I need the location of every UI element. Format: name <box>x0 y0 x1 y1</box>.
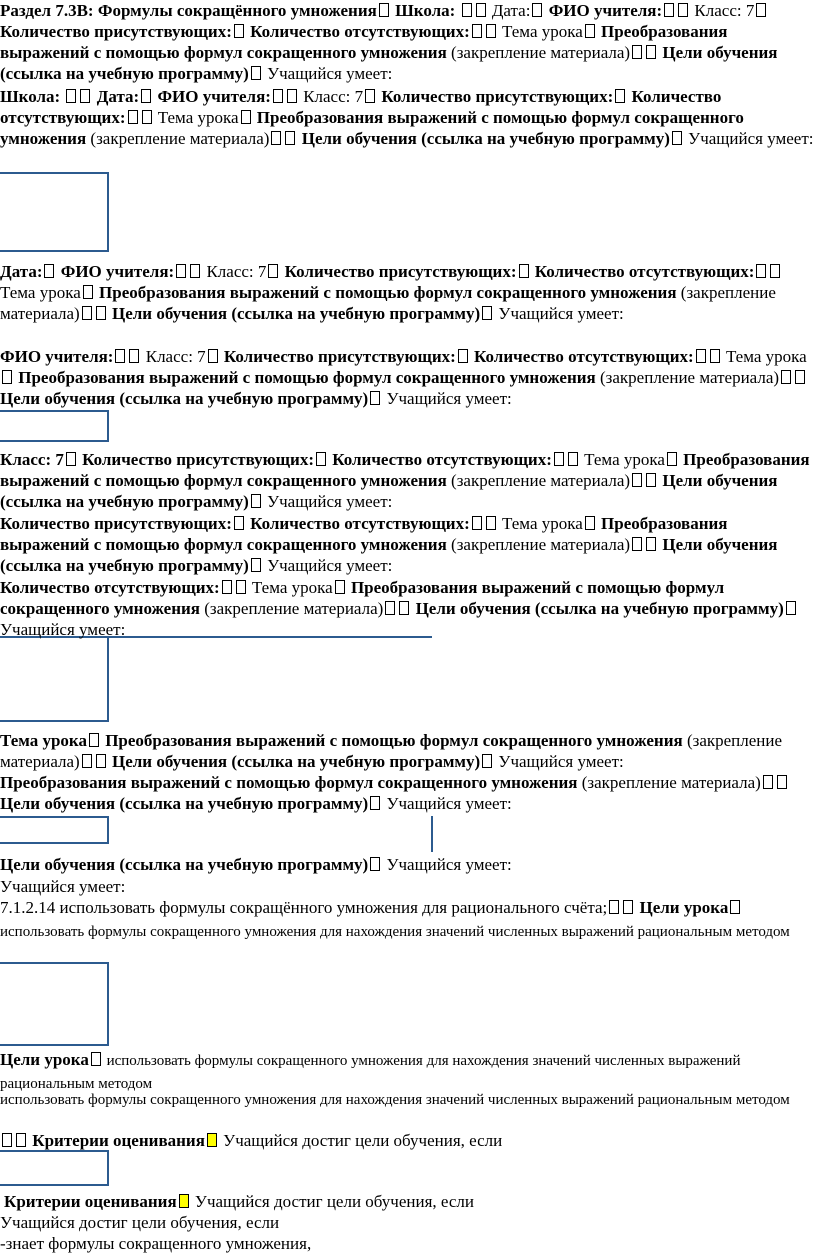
student-can-label: Учащийся умеет: <box>262 64 393 83</box>
paragraph-6 <box>0 513 816 576</box>
table-line <box>0 962 108 964</box>
learning-objective: 7.1.2.14 использовать формулы сокращённого умножения для рационального счёта; <box>0 898 608 917</box>
box-glyph <box>623 900 633 914</box>
box-glyph <box>696 349 706 363</box>
present-label: Количество присутствующих: <box>0 514 232 533</box>
absent-label: Количество отсутствующих: <box>245 514 470 533</box>
box-glyph <box>756 3 766 17</box>
box-glyph <box>222 580 232 594</box>
present-label: Количество присутствующих: <box>377 87 614 106</box>
box-glyph <box>190 264 200 278</box>
box-glyph <box>795 370 805 384</box>
box-glyph <box>96 754 106 768</box>
criteria-label: Критерии оценивания <box>4 1192 177 1211</box>
table-line <box>0 172 108 174</box>
paragraph-13 <box>0 1049 816 1095</box>
highlighted-box-glyph <box>179 1194 189 1208</box>
box-glyph <box>462 3 472 17</box>
class-label: Класс: 7 <box>690 1 755 20</box>
paragraph-8 <box>0 730 816 772</box>
box-glyph <box>234 516 244 530</box>
lesson-goals-label: Цели урока <box>635 898 729 917</box>
criteria-text: Учащийся достиг цели обучения, если <box>0 1213 280 1232</box>
criteria-text: Учащийся достиг цели обучения, если <box>218 1131 503 1150</box>
learning-goals-label: Цели обучения (ссылка на учебную программу) <box>0 855 369 874</box>
box-glyph <box>80 89 90 103</box>
lesson-topic-label: Тема урока <box>721 347 807 366</box>
lesson-topic: Преобразования выражений с помощью формул сокращенного умножения <box>0 578 725 618</box>
paragraph-1 <box>0 0 816 84</box>
box-glyph <box>482 306 492 320</box>
learning-goals-label: Цели обучения (ссылка на учебную программу) <box>0 389 369 408</box>
student-can-label: Учащийся умеет: <box>0 877 126 896</box>
box-glyph <box>91 1052 101 1066</box>
box-glyph <box>585 516 595 530</box>
class-label: Класс: 7 <box>0 450 64 469</box>
criteria-item: -знает формулы сокращенного умножения, <box>0 1234 312 1253</box>
box-glyph <box>730 900 740 914</box>
section-title: Раздел 7.3В: Формулы сокращённого умножения <box>0 1 377 20</box>
lesson-goals-text: использовать формулы сокращенного умножения для нахождения значений численных выражений рациональным методом <box>0 1092 790 1108</box>
box-glyph <box>472 24 482 38</box>
present-label: Количество присутствующих: <box>77 450 314 469</box>
lesson-topic-label: Тема урока <box>247 578 333 597</box>
paragraph-3 <box>0 261 816 324</box>
box-glyph <box>370 391 380 405</box>
box-glyph <box>251 494 261 508</box>
date-label: Дата: <box>0 262 43 281</box>
paragraph-18 <box>0 1233 816 1254</box>
paragraph-7 <box>0 577 816 640</box>
box-glyph <box>777 775 787 789</box>
box-glyph <box>271 131 281 145</box>
present-label: Количество присутствующих: <box>219 347 456 366</box>
paragraph-5 <box>0 449 816 512</box>
lesson-topic-note: (закрепление материала) <box>595 368 780 387</box>
paragraph-16 <box>0 1191 816 1212</box>
class-label: Класс: 7 <box>298 87 364 106</box>
lesson-topic-note: (закрепление материала) <box>86 129 270 148</box>
lesson-topic: Преобразования выражений с помощью формул сокращенного умножения <box>0 773 578 792</box>
absent-label: Количество отсутствующих: <box>0 87 722 127</box>
box-glyph <box>646 45 656 59</box>
box-glyph <box>399 601 409 615</box>
box-glyph <box>667 452 677 466</box>
lesson-topic: Преобразования выражений с помощью формул сокращенного умножения <box>94 283 677 302</box>
box-glyph <box>96 306 106 320</box>
learning-goals-label: Цели обучения (ссылка на учебную программу) <box>411 599 784 618</box>
box-glyph <box>664 3 674 17</box>
student-can-label: Учащийся умеет: <box>382 794 512 813</box>
table-line <box>0 440 108 442</box>
table-line <box>431 816 433 852</box>
box-glyph <box>115 349 125 363</box>
table-line <box>107 816 109 844</box>
box-glyph <box>287 89 297 103</box>
teacher-label: ФИО учителя: <box>153 87 271 106</box>
box-glyph <box>370 796 380 810</box>
box-glyph <box>66 452 76 466</box>
box-glyph <box>241 110 251 124</box>
absent-label: Количество отсутствующих: <box>245 22 470 41</box>
box-glyph <box>472 516 482 530</box>
teacher-label: ФИО учителя: <box>544 1 663 20</box>
box-glyph <box>236 580 246 594</box>
table-line <box>107 1150 109 1186</box>
table-line <box>107 636 109 722</box>
teacher-label: ФИО учителя: <box>56 262 175 281</box>
learning-goals-label: Цели обучения (ссылка на учебную программу) <box>0 794 369 813</box>
box-glyph <box>646 537 656 551</box>
absent-label: Количество отсутствующих: <box>530 262 755 281</box>
table-line <box>107 962 109 1046</box>
student-can-label: Учащийся умеет: <box>494 752 624 771</box>
paragraph-9 <box>0 772 816 814</box>
lesson-topic-note: (закрепление материала) <box>0 283 776 323</box>
highlighted-box-glyph <box>207 1133 217 1147</box>
box-glyph <box>128 110 138 124</box>
box-glyph <box>385 601 395 615</box>
box-glyph <box>585 24 595 38</box>
lesson-topic-label: Тема урока <box>0 731 87 750</box>
box-glyph <box>568 452 578 466</box>
table-line <box>0 410 108 412</box>
student-can-label: Учащийся умеет: <box>262 492 393 511</box>
box-glyph <box>678 3 688 17</box>
box-glyph <box>66 89 76 103</box>
box-glyph <box>365 89 375 103</box>
box-glyph <box>672 131 682 145</box>
lesson-topic: Преобразования выражений с помощью формул сокращенного умножения <box>0 514 728 554</box>
box-glyph <box>476 3 486 17</box>
box-glyph <box>786 601 796 615</box>
student-can-label: Учащийся умеет: <box>382 855 512 874</box>
box-glyph <box>482 754 492 768</box>
box-glyph <box>2 370 12 384</box>
box-glyph <box>83 285 93 299</box>
box-glyph <box>251 558 261 572</box>
box-glyph <box>129 349 139 363</box>
box-glyph <box>251 66 261 80</box>
box-glyph <box>82 306 92 320</box>
box-glyph <box>16 1133 26 1147</box>
box-glyph <box>142 110 152 124</box>
box-glyph <box>632 473 642 487</box>
absent-label: Количество отсутствующих: <box>0 578 220 597</box>
lesson-topic-note: (закрепление материала) <box>446 471 631 490</box>
learning-goals-label: Цели обучения (ссылка на учебную программу) <box>107 752 481 771</box>
table-line <box>0 1184 108 1186</box>
box-glyph <box>519 264 529 278</box>
box-glyph <box>82 754 92 768</box>
criteria-label: Критерии оценивания <box>28 1131 205 1150</box>
lesson-goals-text: использовать формулы сокращенного умножения для нахождения значений численных выражений рациональным методом <box>0 1053 741 1092</box>
box-glyph <box>176 264 186 278</box>
learning-goals-label: Цели обучения (ссылка на учебную программу) <box>107 304 481 323</box>
box-glyph <box>609 900 619 914</box>
box-glyph <box>234 24 244 38</box>
lesson-topic: Преобразования выражений с помощью формул сокращенного умножения <box>0 450 810 490</box>
class-label: Класс: 7 <box>141 347 206 366</box>
box-glyph <box>285 131 295 145</box>
box-glyph <box>316 452 326 466</box>
paragraph-10 <box>0 854 816 875</box>
box-glyph <box>273 89 283 103</box>
box-glyph <box>89 733 99 747</box>
student-can-label: Учащийся умеет: <box>262 556 393 575</box>
box-glyph <box>532 3 542 17</box>
box-glyph <box>781 370 791 384</box>
paragraph-14 <box>0 1091 816 1110</box>
table-line <box>107 410 109 442</box>
lesson-topic: Преобразования выражений с помощью формул сокращенного умножения <box>0 108 744 148</box>
lesson-topic-label: Тема урока <box>579 450 665 469</box>
lesson-topic-note: (закрепление материала) <box>200 599 384 618</box>
box-glyph <box>486 516 496 530</box>
box-glyph <box>44 264 54 278</box>
lesson-topic: Преобразования выражений с помощью формул сокращенного умножения <box>14 368 596 387</box>
table-line <box>0 816 108 818</box>
lesson-topic-note: (закрепление материала) <box>577 773 761 792</box>
box-glyph <box>379 3 389 17</box>
box-glyph <box>2 1133 12 1147</box>
box-glyph <box>615 89 625 103</box>
present-label: Количество присутствующих: <box>280 262 517 281</box>
teacher-label: ФИО учителя: <box>0 347 114 366</box>
box-glyph <box>632 45 642 59</box>
student-can-label: Учащийся умеет: <box>382 389 512 408</box>
school-label: Школа: <box>0 87 65 106</box>
lesson-topic: Преобразования выражений с помощью формул сокращенного умножения <box>100 731 683 750</box>
learning-goals-label: Цели обучения (ссылка на учебную программу) <box>297 129 670 148</box>
box-glyph <box>710 349 720 363</box>
criteria-text: Учащийся достиг цели обучения, если <box>190 1192 475 1211</box>
box-glyph <box>370 857 380 871</box>
lesson-topic-label: Тема урока <box>153 108 239 127</box>
lesson-topic-note: (закрепление материала) <box>446 535 631 554</box>
school-label: Школа: <box>390 1 460 20</box>
student-can-label: Учащийся умеет: <box>0 620 126 639</box>
lesson-topic-note: (закрепление материала) <box>446 43 631 62</box>
box-glyph <box>632 537 642 551</box>
paragraph-17 <box>0 1212 816 1233</box>
learning-goals-label: Цели обучения (ссылка на учебную программу) <box>0 535 778 575</box>
lesson-topic-label: Тема урока <box>0 283 81 302</box>
lesson-topic: Преобразования выражений с помощью формул сокращенного умножения <box>0 22 728 62</box>
box-glyph <box>554 452 564 466</box>
box-glyph <box>335 580 345 594</box>
box-glyph <box>763 775 773 789</box>
box-glyph <box>268 264 278 278</box>
table-line <box>0 842 108 844</box>
lesson-topic-label: Тема урока <box>497 514 583 533</box>
learning-goals-label: Цели обучения (ссылка на учебную программу) <box>0 471 778 511</box>
paragraph-15 <box>0 1130 816 1151</box>
paragraph-11 <box>0 876 816 897</box>
lesson-topic-note: (закрепление материала) <box>0 731 783 771</box>
paragraph-4 <box>0 346 816 409</box>
box-glyph <box>458 349 468 363</box>
lesson-topic-label: Тема урока <box>497 22 583 41</box>
table-line <box>0 1044 108 1046</box>
date-label: Дата: <box>487 1 531 20</box>
date-label: Дата: <box>92 87 140 106</box>
lesson-goals-label: Цели урока <box>0 1050 89 1069</box>
learning-goals-label: Цели обучения (ссылка на учебную программу) <box>0 43 778 83</box>
table-line <box>0 720 108 722</box>
absent-label: Количество отсутствующих: <box>469 347 694 366</box>
box-glyph <box>141 89 151 103</box>
box-glyph <box>208 349 218 363</box>
absent-label: Количество отсутствующих: <box>327 450 552 469</box>
box-glyph <box>770 264 780 278</box>
class-label: Класс: 7 <box>202 262 267 281</box>
student-can-label: Учащийся умеет: <box>683 129 814 148</box>
table-line <box>107 172 109 252</box>
student-can-label: Учащийся умеет: <box>494 304 624 323</box>
box-glyph <box>486 24 496 38</box>
paragraph-12 <box>0 897 816 943</box>
box-glyph <box>756 264 766 278</box>
box-glyph <box>646 473 656 487</box>
present-label: Количество присутствующих: <box>0 22 232 41</box>
paragraph-2 <box>0 86 816 149</box>
lesson-goals-text: использовать формулы сокращенного умножения для нахождения значений численных выражений рациональным методом <box>0 924 790 940</box>
table-line <box>0 250 108 252</box>
